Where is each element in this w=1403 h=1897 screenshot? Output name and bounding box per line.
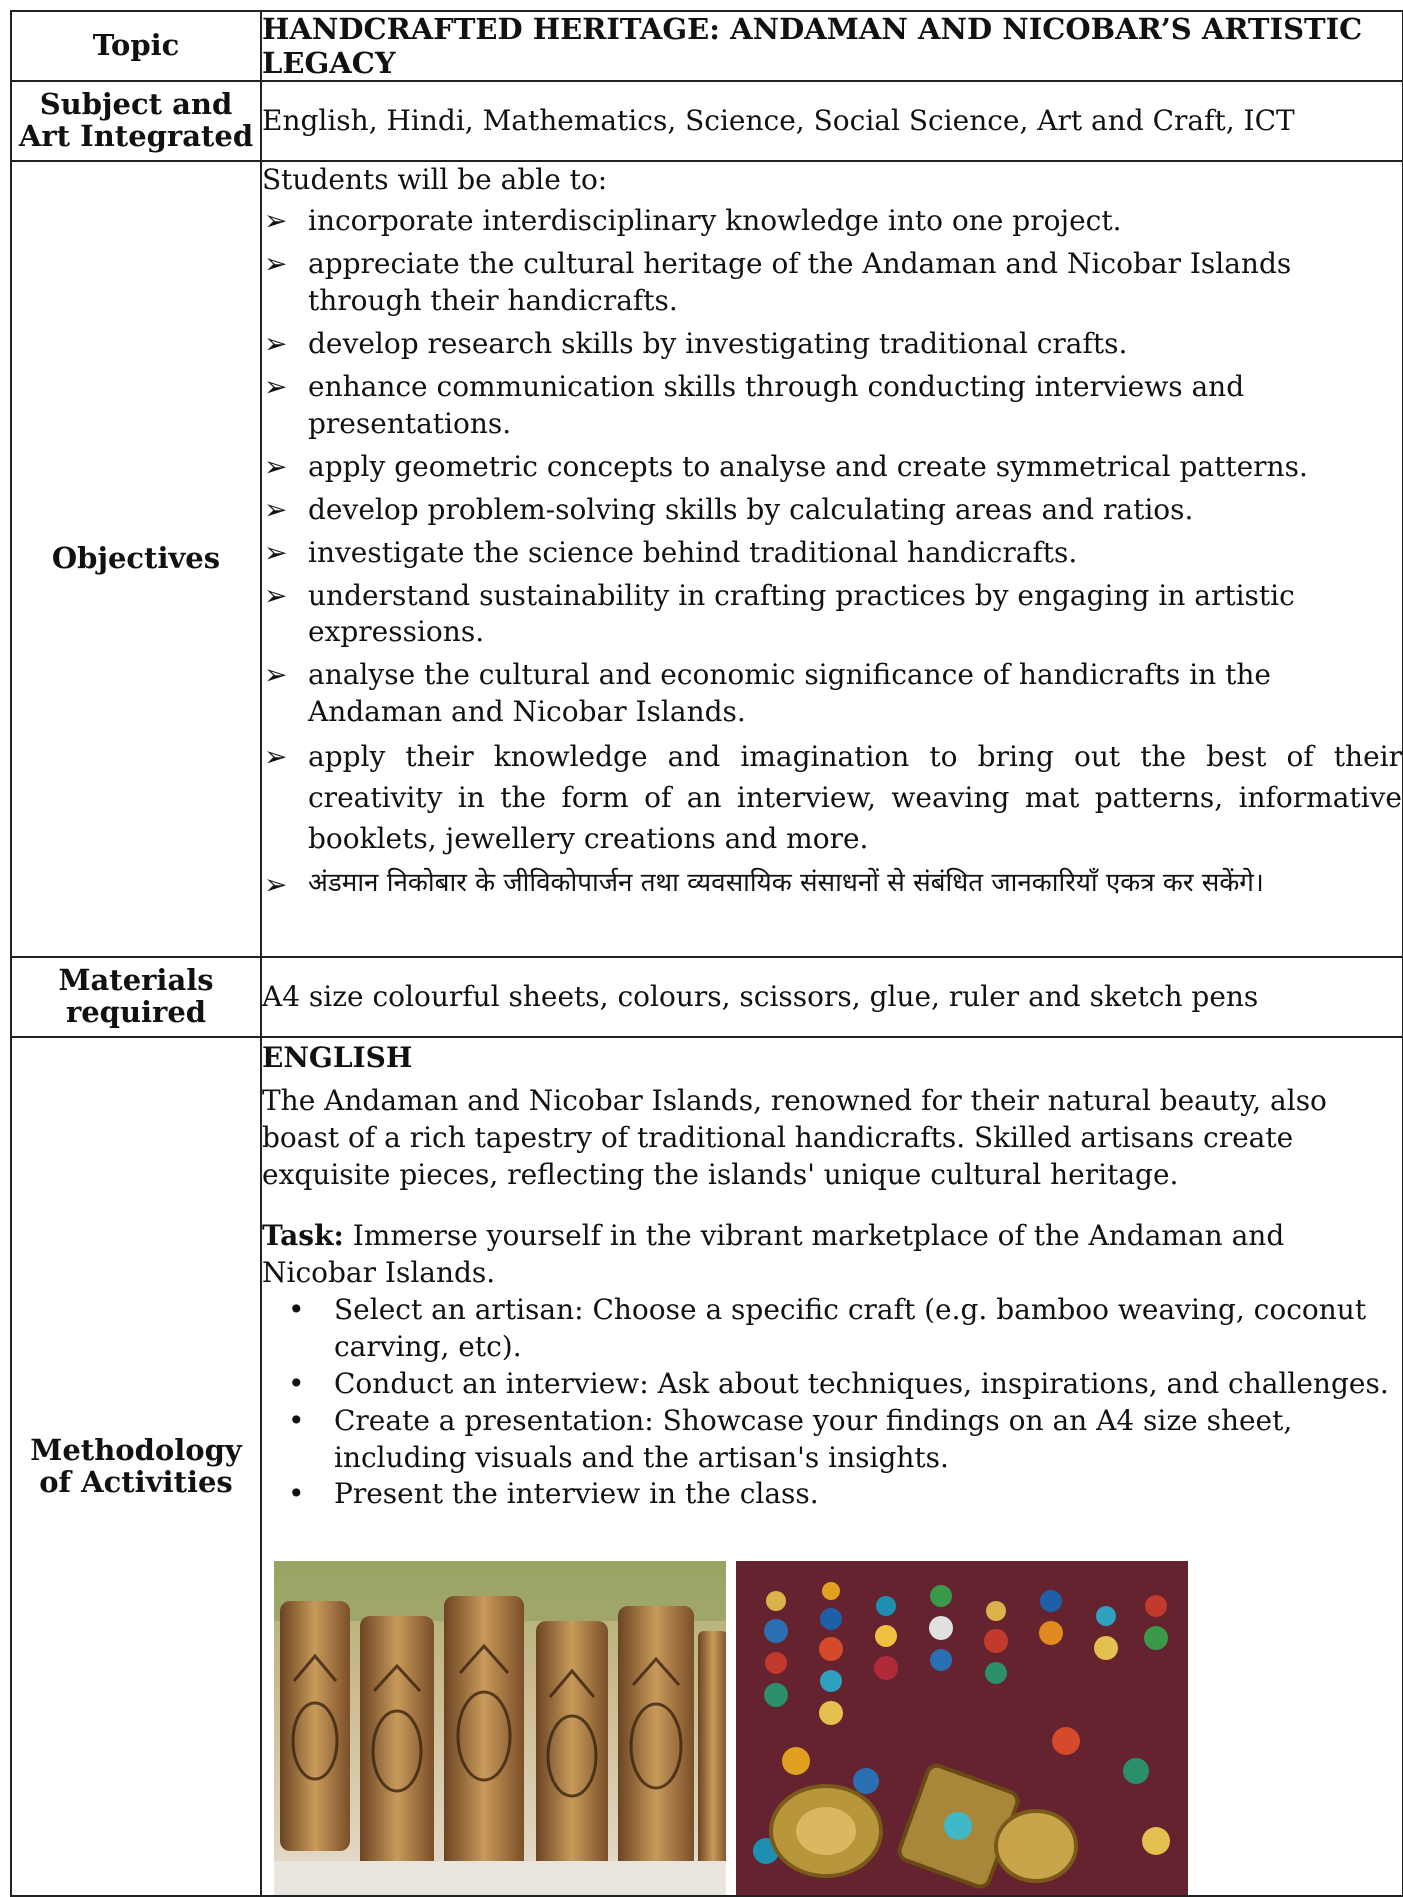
materials-value: A4 size colourful sheets, colours, scissors, glue, ruler and sketch pens	[261, 957, 1403, 1037]
arrow-bullet-icon: ➢	[264, 535, 288, 569]
objective-text: apply geometric concepts to analyse and create symmetrical patterns.	[308, 449, 1308, 483]
arrow-bullet-icon: ➢	[264, 658, 288, 692]
topic-value: HANDCRAFTED HERITAGE: ANDAMAN AND NICOBAR’S ARTISTIC LEGACY	[261, 11, 1403, 81]
task-step-text: Present the interview in the class.	[334, 1477, 819, 1511]
bullet-dot-icon: •	[288, 1292, 305, 1326]
arrow-bullet-icon: ➢	[264, 578, 288, 612]
methodology-content	[261, 1037, 1403, 1896]
objective-item	[262, 535, 1402, 572]
subject-row	[11, 81, 1403, 161]
objective-text: develop problem-solving skills by calculating areas and ratios.	[308, 492, 1194, 526]
methodology-label-line1: Methodology	[30, 1432, 242, 1467]
objective-text: develop research skills by investigating traditional crafts.	[308, 326, 1128, 360]
bullet-dot-icon: •	[288, 1477, 305, 1511]
objective-item	[262, 326, 1402, 363]
topic-row	[11, 11, 1403, 81]
task-step-text: Conduct an interview: Ask about techniques, inspirations, and challenges.	[334, 1366, 1389, 1400]
objective-text: analyse the cultural and economic significance of handicrafts in the Andaman and Nicobar Islands.	[308, 658, 1271, 729]
subject-value: English, Hindi, Mathematics, Science, Social Science, Art and Craft, ICT	[261, 81, 1403, 161]
objectives-label: Objectives	[11, 161, 261, 957]
objective-text: understand sustainability in crafting practices by engaging in artistic expressions.	[308, 578, 1295, 649]
task-text: Immerse yourself in the vibrant marketplace of the Andaman and Nicobar Islands.	[262, 1218, 1285, 1289]
task-step	[262, 1292, 1402, 1366]
beaded-jewellery-photo	[736, 1561, 1188, 1895]
methodology-label-line2: of Activities	[39, 1464, 233, 1499]
objective-text: incorporate interdisciplinary knowledge into one project.	[308, 203, 1122, 237]
subject-label-line2: Art Integrated	[18, 119, 254, 153]
task-step	[262, 1476, 1402, 1513]
subject-label	[11, 81, 261, 161]
task-step-text: Select an artisan: Choose a specific craft (e.g. bamboo weaving, coconut carving, etc).	[334, 1292, 1367, 1363]
task-steps-list	[262, 1292, 1402, 1514]
arrow-bullet-icon: ➢	[264, 492, 288, 526]
objective-item	[262, 369, 1402, 443]
task-label: Task:	[262, 1218, 344, 1252]
objective-item-hindi	[262, 865, 1402, 903]
objective-text: apply their knowledge and imagination to bring out the best of their creativity in the form of an interview, weaving mat patterns, informative booklets, jewellery creations and more.	[308, 740, 1402, 855]
bullet-dot-icon: •	[288, 1366, 305, 1400]
carved-bamboo-photo	[274, 1561, 726, 1895]
materials-row	[11, 957, 1403, 1037]
arrow-bullet-icon: ➢	[264, 203, 288, 237]
objective-text: investigate the science behind traditional handicrafts.	[308, 535, 1078, 569]
english-heading: ENGLISH	[262, 1041, 413, 1074]
materials-label-line2: required	[65, 995, 207, 1029]
arrow-bullet-icon: ➢	[264, 326, 288, 360]
arrow-bullet-icon: ➢	[264, 246, 288, 280]
task-step	[262, 1366, 1402, 1403]
objectives-content	[261, 161, 1403, 957]
objective-item	[262, 203, 1402, 240]
arrow-bullet-icon: ➢	[264, 868, 288, 902]
objective-item	[262, 578, 1402, 652]
objective-text: appreciate the cultural heritage of the Andaman and Nicobar Islands through their handicrafts.	[308, 246, 1292, 317]
objectives-intro: Students will be able to:	[262, 163, 608, 196]
task-step	[262, 1403, 1402, 1477]
objective-text-hindi: अंडमान निकोबार के जीविकोपार्जन तथा व्यवसायिक संसाधनों से संबंधित जानकारियाँ एकत्र कर सकेंगे।	[308, 868, 1264, 899]
bullet-dot-icon: •	[288, 1403, 305, 1437]
subject-label-line1: Subject and	[39, 87, 233, 122]
methodology-row	[11, 1037, 1403, 1896]
objective-item	[262, 657, 1402, 731]
photos-row	[274, 1561, 1402, 1895]
lesson-plan-table	[10, 10, 1403, 1897]
objective-item	[262, 449, 1402, 486]
objective-item	[262, 492, 1402, 529]
objectives-row	[11, 161, 1403, 957]
materials-label-line1: Materials	[58, 963, 214, 998]
english-paragraph: The Andaman and Nicobar Islands, renowned for their natural beauty, also boast of a rich tapestry of traditional handicrafts. Skilled artisans create exquisite pieces, reflecting the islands' unique cultural heritage.	[262, 1083, 1327, 1191]
carved-bamboo-image	[274, 1561, 726, 1895]
arrow-bullet-icon: ➢	[264, 369, 288, 403]
objective-text: enhance communication skills through conducting interviews and presentations.	[308, 369, 1245, 440]
arrow-bullet-icon: ➢	[264, 449, 288, 483]
topic-label: Topic	[11, 11, 261, 81]
task-step-text: Create a presentation: Showcase your findings on an A4 size sheet, including visuals and the artisan's insights.	[334, 1403, 1293, 1474]
objective-item	[262, 737, 1402, 859]
methodology-label	[11, 1037, 261, 1896]
objective-item	[262, 246, 1402, 320]
task-paragraph	[262, 1218, 1402, 1292]
beaded-jewellery-image	[736, 1561, 1188, 1895]
materials-label	[11, 957, 261, 1037]
objectives-list	[262, 203, 1402, 903]
arrow-bullet-icon: ➢	[264, 740, 288, 774]
